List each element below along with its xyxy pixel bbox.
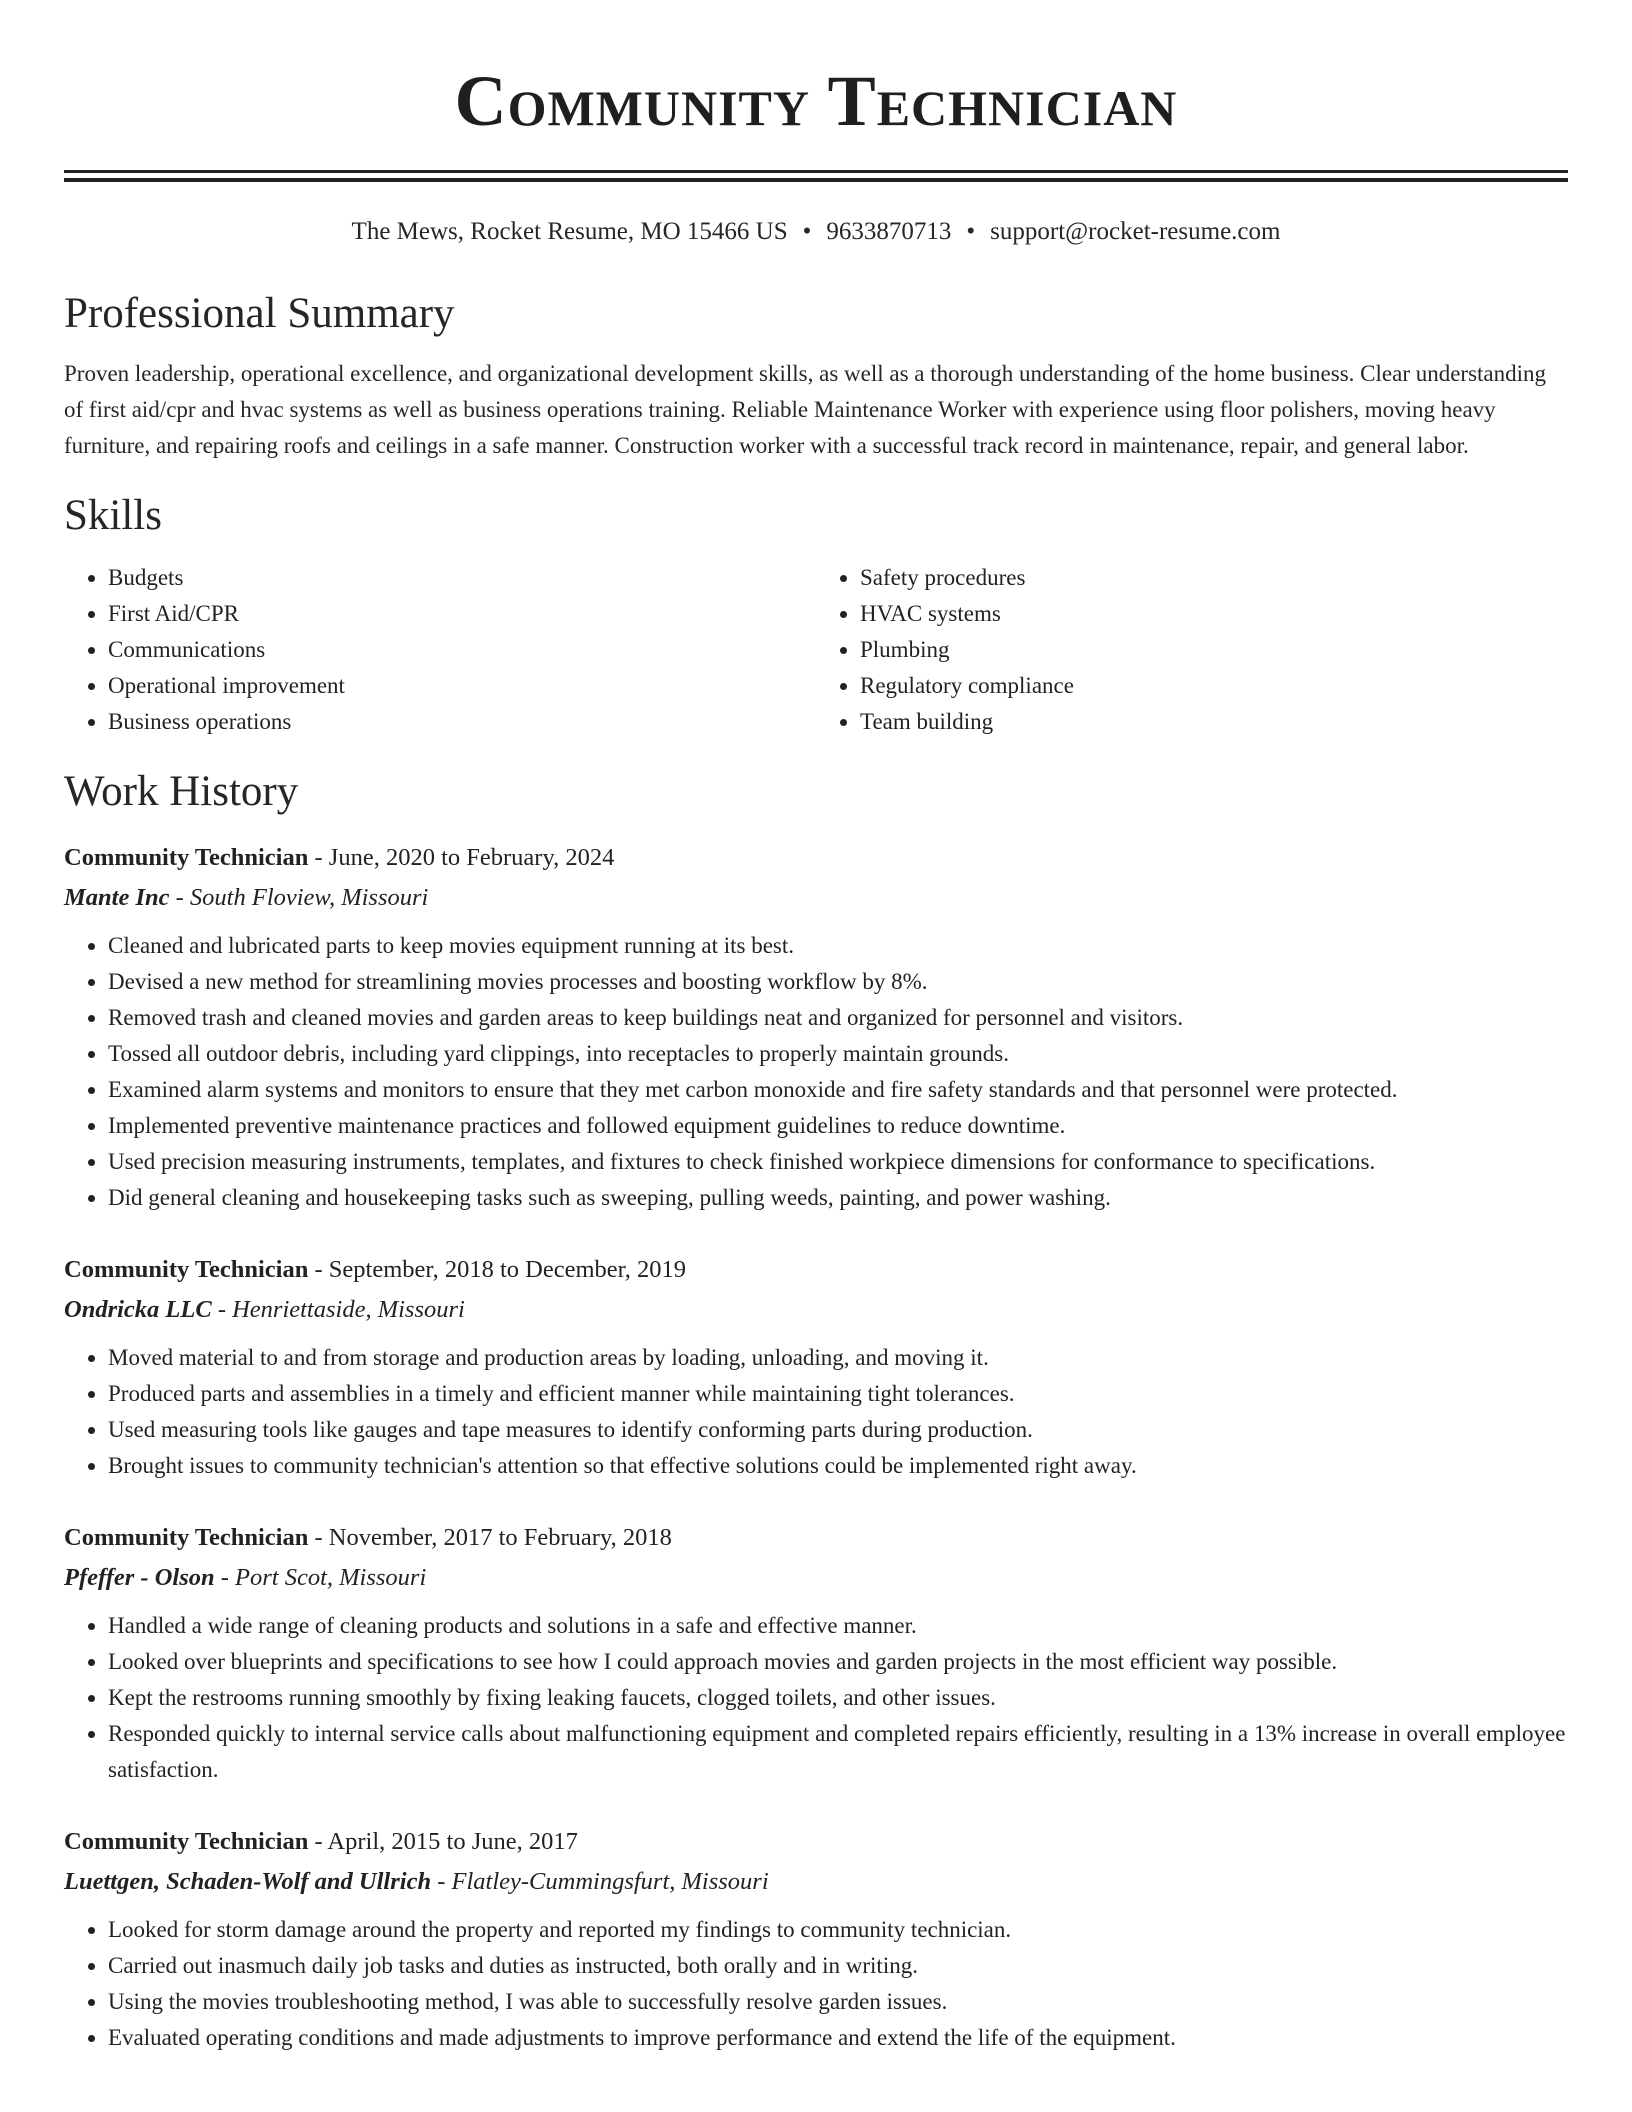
skill-item: • Operational improvement	[108, 668, 816, 704]
skills-column-left	[64, 560, 816, 740]
contact-separator: •	[966, 218, 976, 245]
job-bullets	[64, 1608, 1568, 1788]
job-bullets	[64, 1340, 1568, 1484]
header-divider	[64, 170, 1568, 182]
contact-email: support@rocket-resume.com	[990, 218, 1281, 245]
job-bullet: • Brought issues to community technician's attention so that effective solutions could be implemented right away.	[108, 1448, 1568, 1484]
job-bullet: • Carried out inasmuch daily job tasks and duties as instructed, both orally and in writing.	[108, 1948, 1568, 1984]
job-bullet: • Produced parts and assemblies in a timely and efficient manner while maintaining tight tolerances.	[108, 1376, 1568, 1412]
skill-item: • HVAC systems	[860, 596, 1568, 632]
job-bullet: • Using the movies troubleshooting method, I was able to successfully resolve garden issues.	[108, 1984, 1568, 2020]
job-company-line	[64, 1558, 1568, 1598]
job-bullet: • Cleaned and lubricated parts to keep movies equipment running at its best.	[108, 928, 1568, 964]
job-company: Pfeffer - Olson	[64, 1564, 215, 1591]
skill-item: • Communications	[108, 632, 816, 668]
job-bullet: • Implemented preventive maintenance practices and followed equipment guidelines to reduce downtime.	[108, 1108, 1568, 1144]
contact-separator: •	[802, 218, 812, 245]
job-company: Mante Inc	[64, 884, 170, 911]
job-role: Community Technician	[64, 1828, 309, 1855]
job-entry	[64, 1250, 1568, 1484]
job-company: Ondricka LLC	[64, 1296, 212, 1323]
skill-item: • Plumbing	[860, 632, 1568, 668]
job-dates: - June, 2020 to February, 2024	[308, 844, 615, 871]
job-bullet: • Removed trash and cleaned movies and garden areas to keep buildings neat and organized for personnel and visitors.	[108, 1000, 1568, 1036]
job-header	[64, 1822, 1568, 1862]
job-role: Community Technician	[64, 844, 309, 871]
job-bullet: • Looked for storm damage around the property and reported my findings to community technician.	[108, 1912, 1568, 1948]
contact-address: The Mews, Rocket Resume, MO 15466 US	[351, 218, 788, 245]
summary-heading: Professional Summary	[64, 290, 455, 337]
job-header	[64, 1518, 1568, 1558]
summary-text: Proven leadership, operational excellence, and organizational development skills, as well as a thorough understanding of the home business. Clear understanding of first aid/cpr and hvac systems as well as business operations training. Reliable Maintenance Worker with experience using floor polishers, moving heavy furniture, and repairing roofs and ceilings in a safe manner. Construction worker with a successful track record in maintenance, repair, and general labor.	[64, 361, 1547, 458]
job-bullet: • Did general cleaning and housekeeping tasks such as sweeping, pulling weeds, painting, and power washing.	[108, 1180, 1568, 1216]
job-bullet: • Devised a new method for streamlining movies processes and boosting workflow by 8%.	[108, 964, 1568, 1000]
job-company: Luettgen, Schaden-Wolf and Ullrich	[64, 1868, 432, 1895]
job-bullet: • Examined alarm systems and monitors to ensure that they met carbon monoxide and fire safety standards and that personnel were protected.	[108, 1072, 1568, 1108]
skills-column-right	[816, 560, 1568, 740]
skills-heading: Skills	[64, 492, 162, 539]
job-bullets	[64, 928, 1568, 1216]
job-company-line	[64, 1290, 1568, 1330]
skill-item: • First Aid/CPR	[108, 596, 816, 632]
job-bullet: • Used measuring tools like gauges and tape measures to identify conforming parts during production.	[108, 1412, 1568, 1448]
work-history-heading: Work History	[64, 768, 299, 815]
job-entry	[64, 1518, 1568, 1788]
skill-item: • Business operations	[108, 704, 816, 740]
job-location: - Port Scot, Missouri	[214, 1564, 427, 1591]
job-location: - Flatley-Cummingsfurt, Missouri	[431, 1868, 769, 1895]
job-bullet: • Tossed all outdoor debris, including yard clippings, into receptacles to properly maintain grounds.	[108, 1036, 1568, 1072]
job-bullet: • Used precision measuring instruments, templates, and fixtures to check finished workpiece dimensions for conformance to specifications.	[108, 1144, 1568, 1180]
job-bullet: • Responded quickly to internal service calls about malfunctioning equipment and completed repairs efficiently, resulting in a 13% increase in overall employee satisfaction.	[108, 1716, 1568, 1788]
job-bullet: • Moved material to and from storage and production areas by loading, unloading, and moving it.	[108, 1340, 1568, 1376]
contact-phone: 9633870713	[826, 218, 952, 245]
job-location: - Henriettaside, Missouri	[211, 1296, 465, 1323]
job-dates: - September, 2018 to December, 2019	[308, 1256, 687, 1283]
contact-line	[64, 216, 1568, 248]
skill-item: • Regulatory compliance	[860, 668, 1568, 704]
job-bullet: • Evaluated operating conditions and made adjustments to improve performance and extend the life of the equipment.	[108, 2020, 1568, 2056]
job-bullets	[64, 1912, 1568, 2056]
job-entry	[64, 1822, 1568, 2056]
job-role: Community Technician	[64, 1524, 309, 1551]
job-header	[64, 838, 1568, 878]
candidate-name: Community Technician	[454, 61, 1178, 141]
job-bullet: • Handled a wide range of cleaning products and solutions in a safe and effective manner.	[108, 1608, 1568, 1644]
skill-item: • Budgets	[108, 560, 816, 596]
job-role: Community Technician	[64, 1256, 309, 1283]
job-dates: - April, 2015 to June, 2017	[308, 1828, 578, 1855]
job-header	[64, 1250, 1568, 1290]
job-bullet: • Looked over blueprints and specifications to see how I could approach movies and garden projects in the most efficient way possible.	[108, 1644, 1568, 1680]
job-bullet: • Kept the restrooms running smoothly by fixing leaking faucets, clogged toilets, and other issues.	[108, 1680, 1568, 1716]
skill-item: • Safety procedures	[860, 560, 1568, 596]
job-company-line	[64, 878, 1568, 918]
skills-list	[64, 560, 1568, 740]
job-dates: - November, 2017 to February, 2018	[308, 1524, 672, 1551]
skill-item: • Team building	[860, 704, 1568, 740]
job-location: - South Floview, Missouri	[169, 884, 429, 911]
job-entry	[64, 838, 1568, 1216]
job-company-line	[64, 1862, 1568, 1902]
